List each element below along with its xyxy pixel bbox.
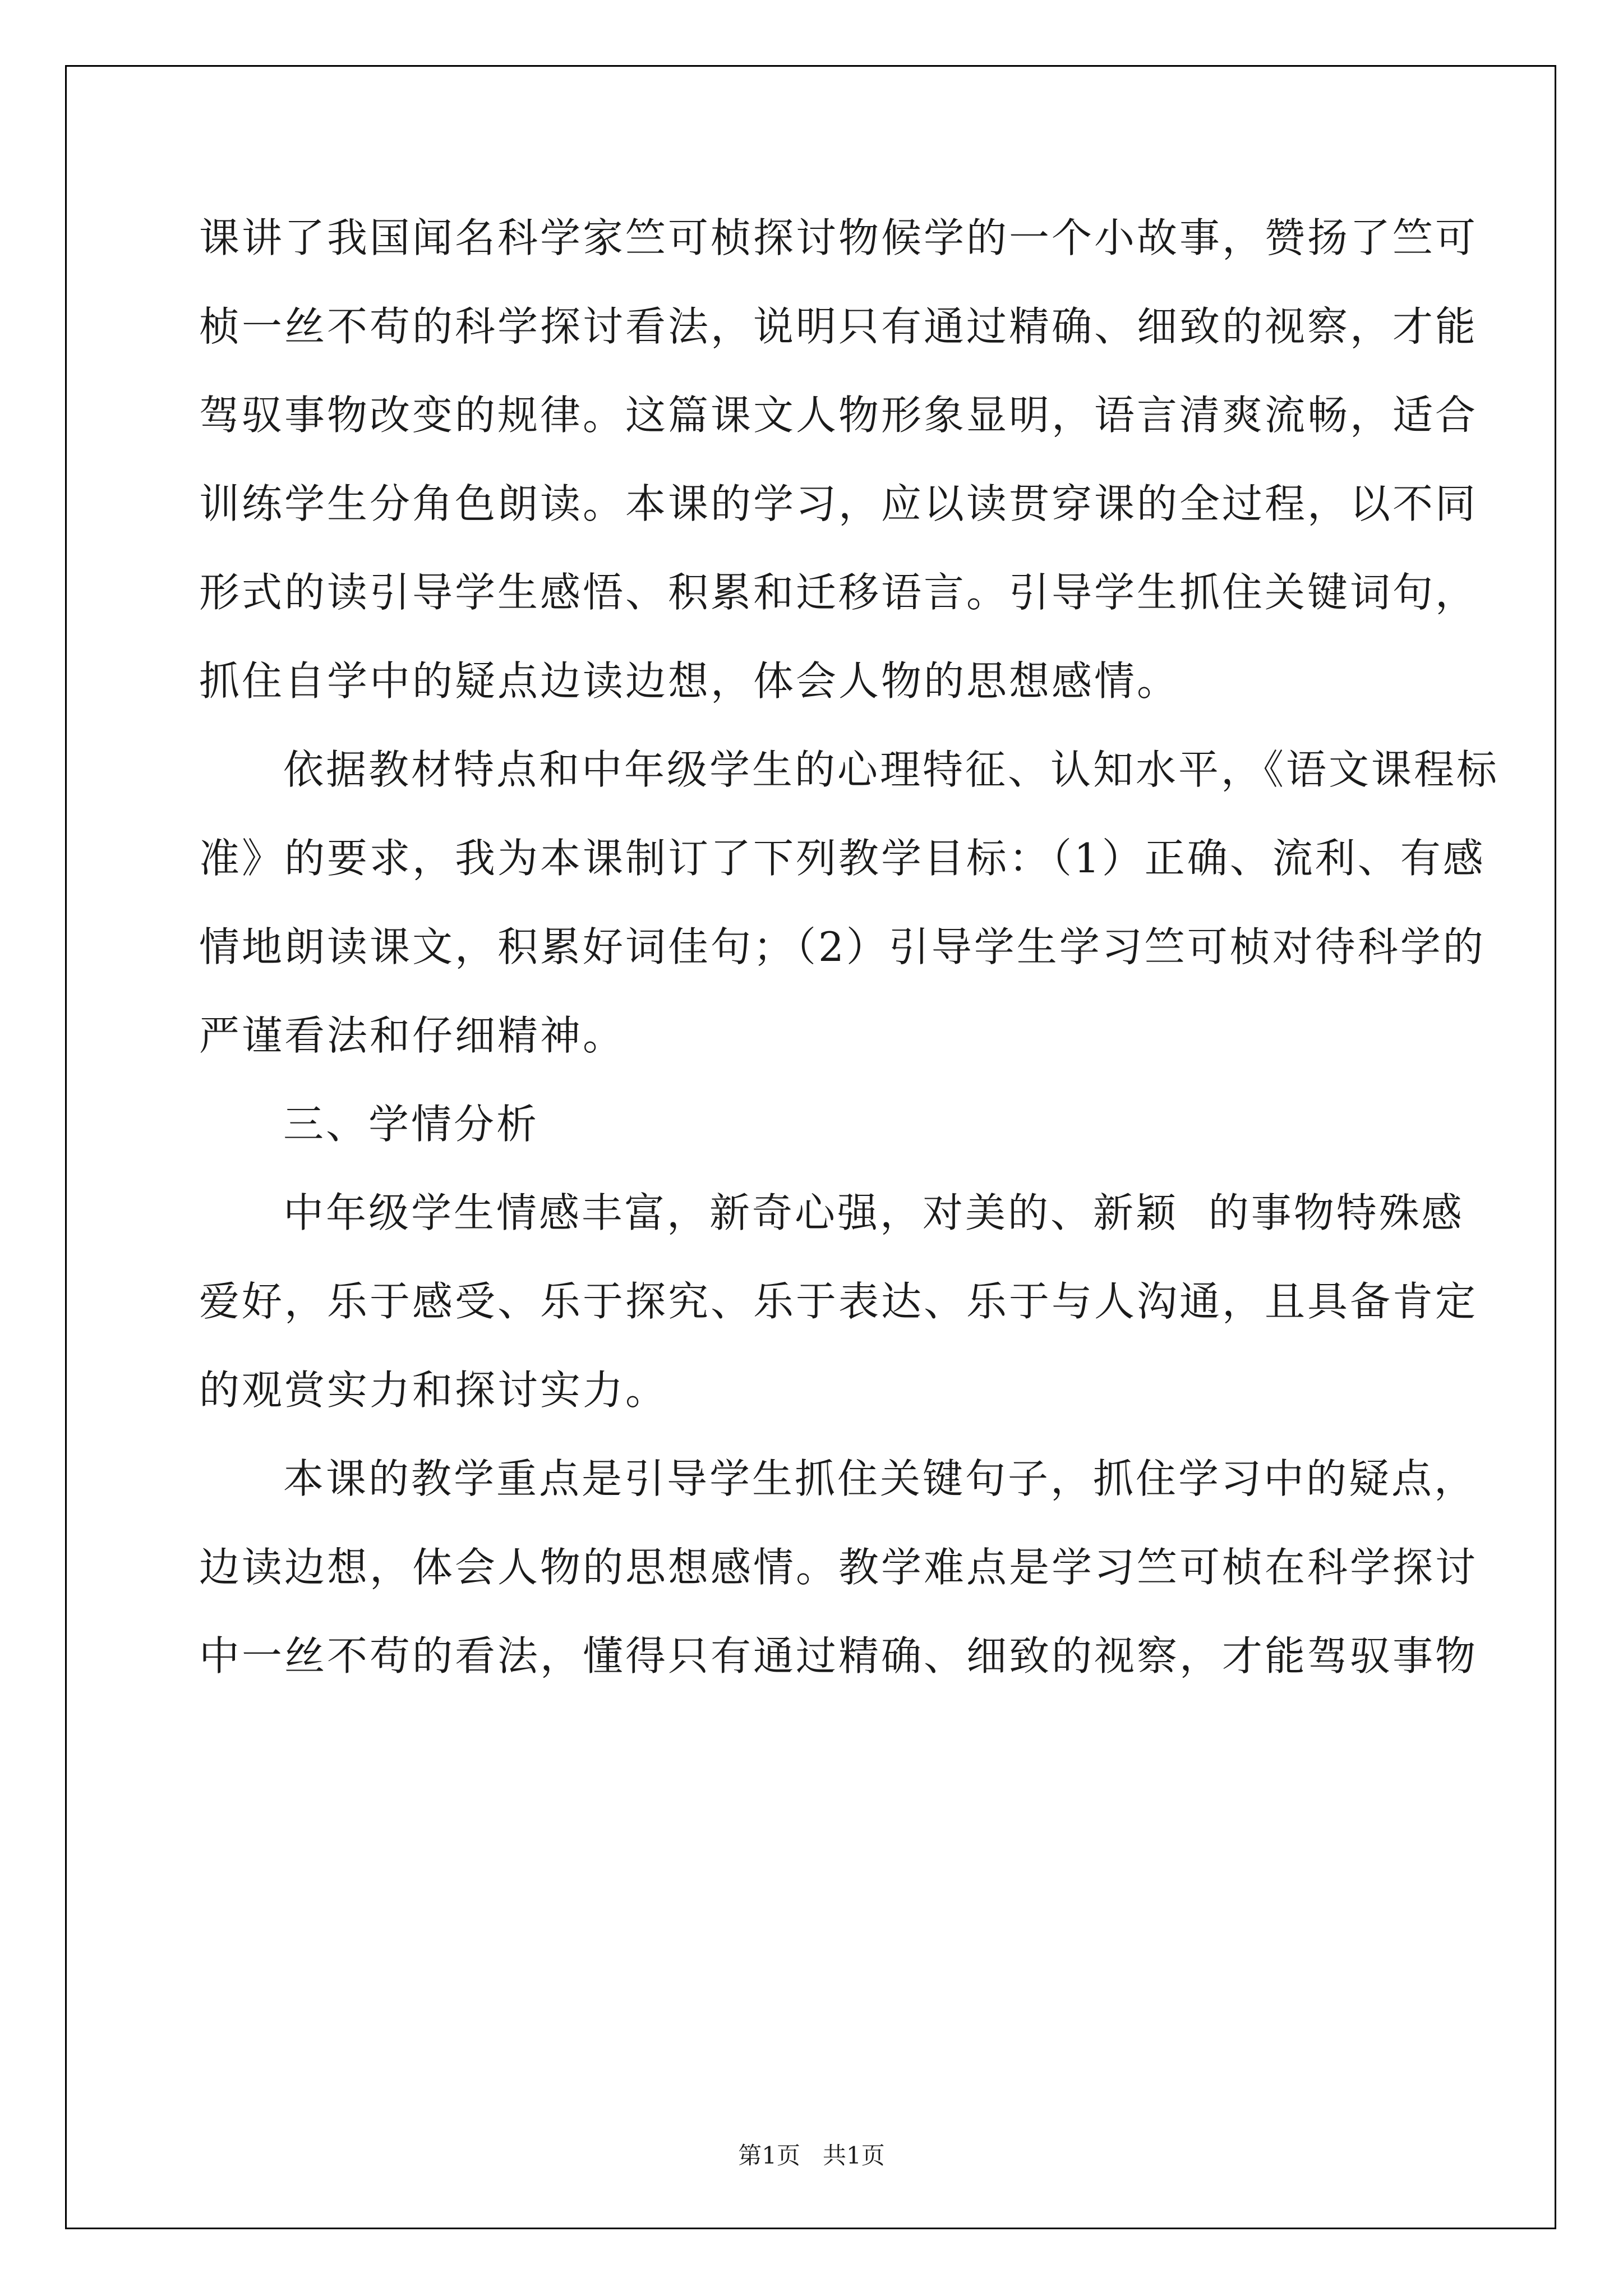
text-line: 驾驭事物改变的规律。这篇课文人物形象显明，语言清爽流畅，适合 [199, 392, 1478, 439]
text-line: 情地朗读课文，积累好词佳句；（2）引导学生学习竺可桢对待科学的 [199, 923, 1486, 970]
page-footer [0, 2137, 1623, 2171]
paragraph-1 [199, 194, 1478, 725]
page-total: 共1页 [823, 2142, 885, 2169]
text-line: 形式的读引导学生感悟、积累和迁移语言。引导学生抓住关键词句， [199, 569, 1478, 616]
text-line: 依据教材特点和中年级学生的心理特征、认知水平，《语文课程标 [283, 746, 1500, 793]
paragraph-4 [199, 1434, 1478, 1700]
text-line: 严谨看法和仔细精神。 [199, 1012, 626, 1059]
text-line: 爱好，乐于感受、乐于探究、乐于表达、乐于与人沟通，且具备肯定 [199, 1278, 1478, 1325]
document-body [199, 194, 1500, 1700]
text-line: 准》的要求，我为本课制订了下列教学目标：（1）正确、流利、有感 [199, 835, 1486, 882]
paragraph-3 [199, 1168, 1478, 1434]
text-line: 桢一丝不苟的科学探讨看法，说明只有通过精确、细致的视察，才能 [199, 303, 1478, 350]
paragraph-2 [199, 725, 1500, 1080]
text-line: 的观赏实力和探讨实力。 [199, 1366, 668, 1414]
text-line: 边读边想，体会人物的思想感情。教学难点是学习竺可桢在科学探讨 [199, 1544, 1478, 1591]
text-line: 课讲了我国闻名科学家竺可桢探讨物候学的一个小故事，赞扬了竺可 [199, 214, 1478, 261]
text-line: 抓住自学中的疑点边读边想，体会人物的思想感情。 [199, 657, 1180, 705]
page-number: 第1页 [738, 2142, 800, 2169]
text-line: 中一丝不苟的看法，懂得只有通过精确、细致的视察，才能驾驭事物 [199, 1632, 1478, 1680]
section-heading [199, 1080, 1424, 1168]
text-line: 本课的教学重点是引导学生抓住关键句子，抓住学习中的疑点， [283, 1455, 1477, 1502]
heading-text: 三、学情分析 [283, 1101, 540, 1148]
text-line: 中年级学生情感丰富，新奇心强，对美的、新颖 的事物特殊感 [283, 1189, 1464, 1236]
text-line: 训练学生分角色朗读。本课的学习，应以读贯穿课的全过程，以不同 [199, 480, 1478, 527]
